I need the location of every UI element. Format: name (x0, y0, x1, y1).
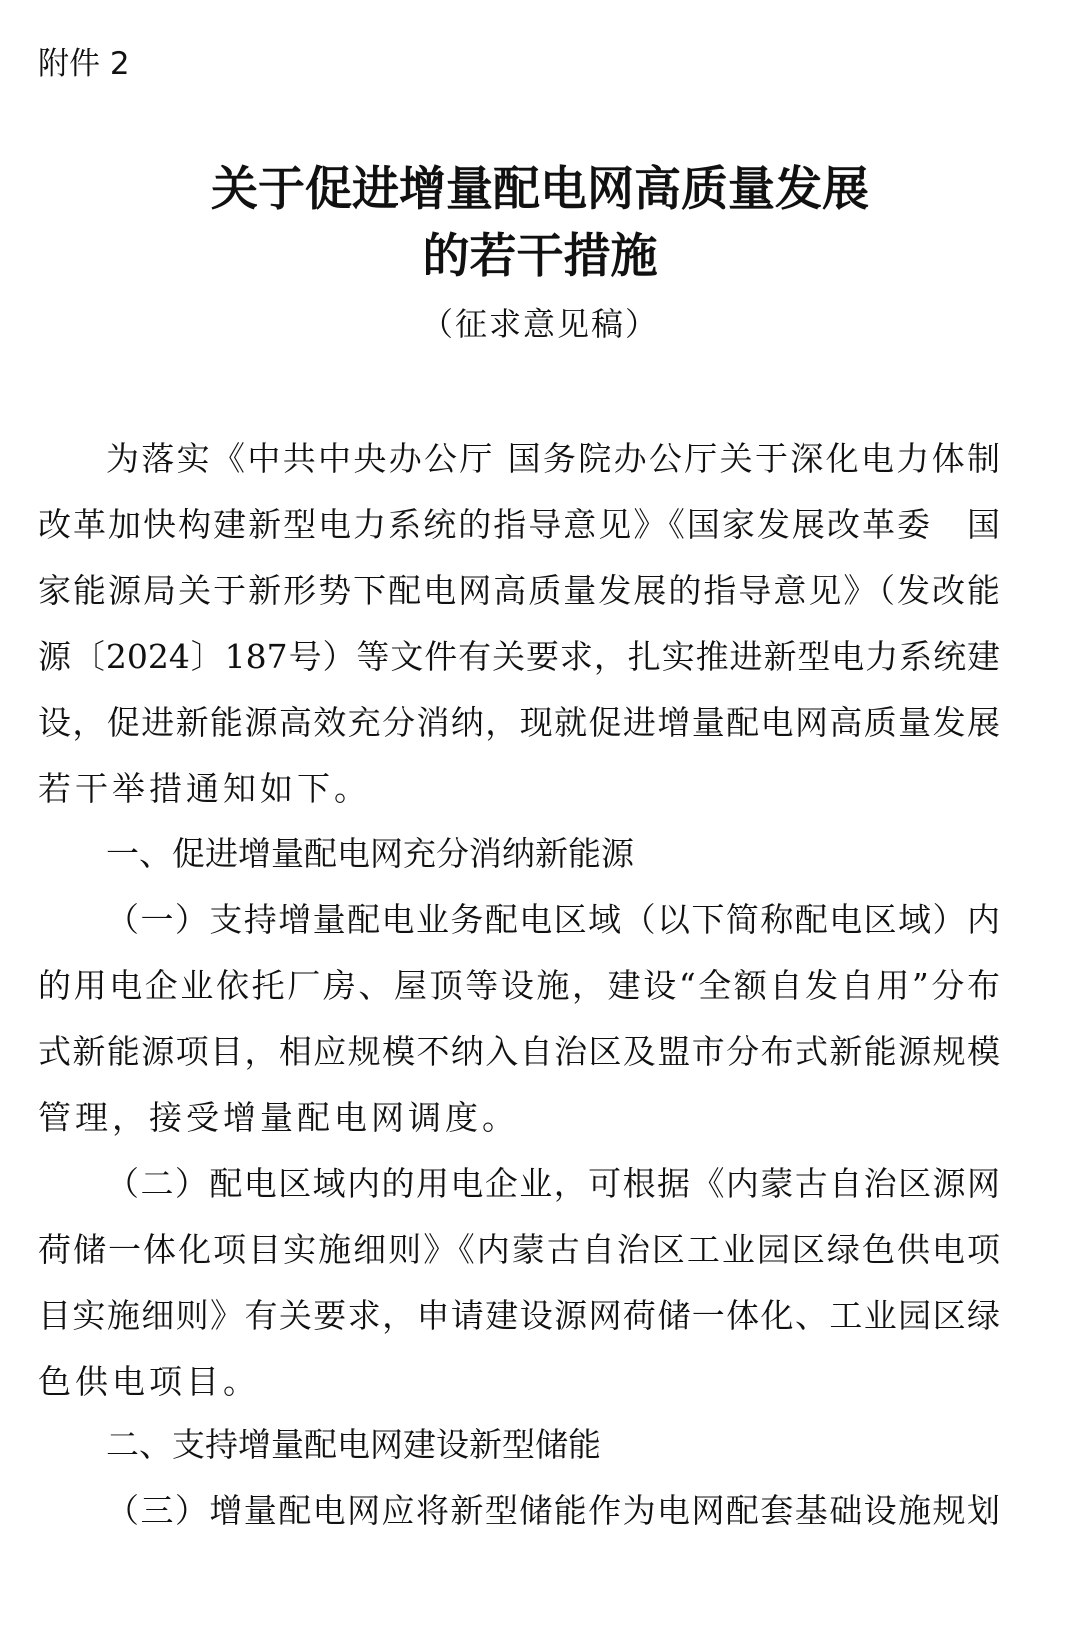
item-1-line: 的用电企业依托厂房、屋顶等设施，建设“全额自发自用”分布 (38, 966, 1000, 1005)
section-heading-1: 一、促进增量配电网充分消纳新能源 (106, 834, 634, 873)
item-1-line: （一）支持增量配电业务配电区域（以下简称配电区域）内 (106, 900, 1000, 939)
intro-line: 设，促进新能源高效充分消纳，现就促进增量配电网高质量发展 (38, 703, 1000, 742)
item-3-line: （三）增量配电网应将新型储能作为电网配套基础设施规划 (106, 1491, 1000, 1530)
item-1-line: 式新能源项目，相应规模不纳入自治区及盟市分布式新能源规模 (38, 1032, 1000, 1071)
section-heading-2: 二、支持增量配电网建设新型储能 (106, 1425, 601, 1464)
attachment-label: 附件 2 (38, 46, 130, 82)
item-1-line: 管理，接受增量配电网调度。 (38, 1098, 519, 1137)
intro-line: 家能源局关于新形势下配电网高质量发展的指导意见》（发改能 (38, 571, 1000, 610)
intro-line: 若干举措通知如下。 (38, 769, 371, 808)
item-2-line: （二）配电区域内的用电企业，可根据《内蒙古自治区源网 (106, 1164, 1000, 1203)
intro-line: 源〔2024〕187号）等文件有关要求，扎实推进新型电力系统建 (38, 637, 1000, 676)
item-2-line: 目实施细则》有关要求，申请建设源网荷储一体化、工业园区绿 (38, 1296, 1000, 1335)
item-2-line: 色供电项目。 (38, 1362, 260, 1401)
intro-line: 改革加快构建新型电力系统的指导意见》《国家发展改革委 国 (38, 505, 1000, 544)
document-title-line-1: 关于促进增量配电网高质量发展 (211, 162, 869, 217)
intro-line: 为落实《中共中央办公厅 国务院办公厅关于深化电力体制 (106, 439, 1000, 478)
document-subtitle: （征求意见稿） (420, 305, 659, 343)
document-title-line-2: 的若干措施 (422, 229, 658, 284)
item-2-line: 荷储一体化项目实施细则》《内蒙古自治区工业园区绿色供电项 (38, 1230, 1000, 1269)
